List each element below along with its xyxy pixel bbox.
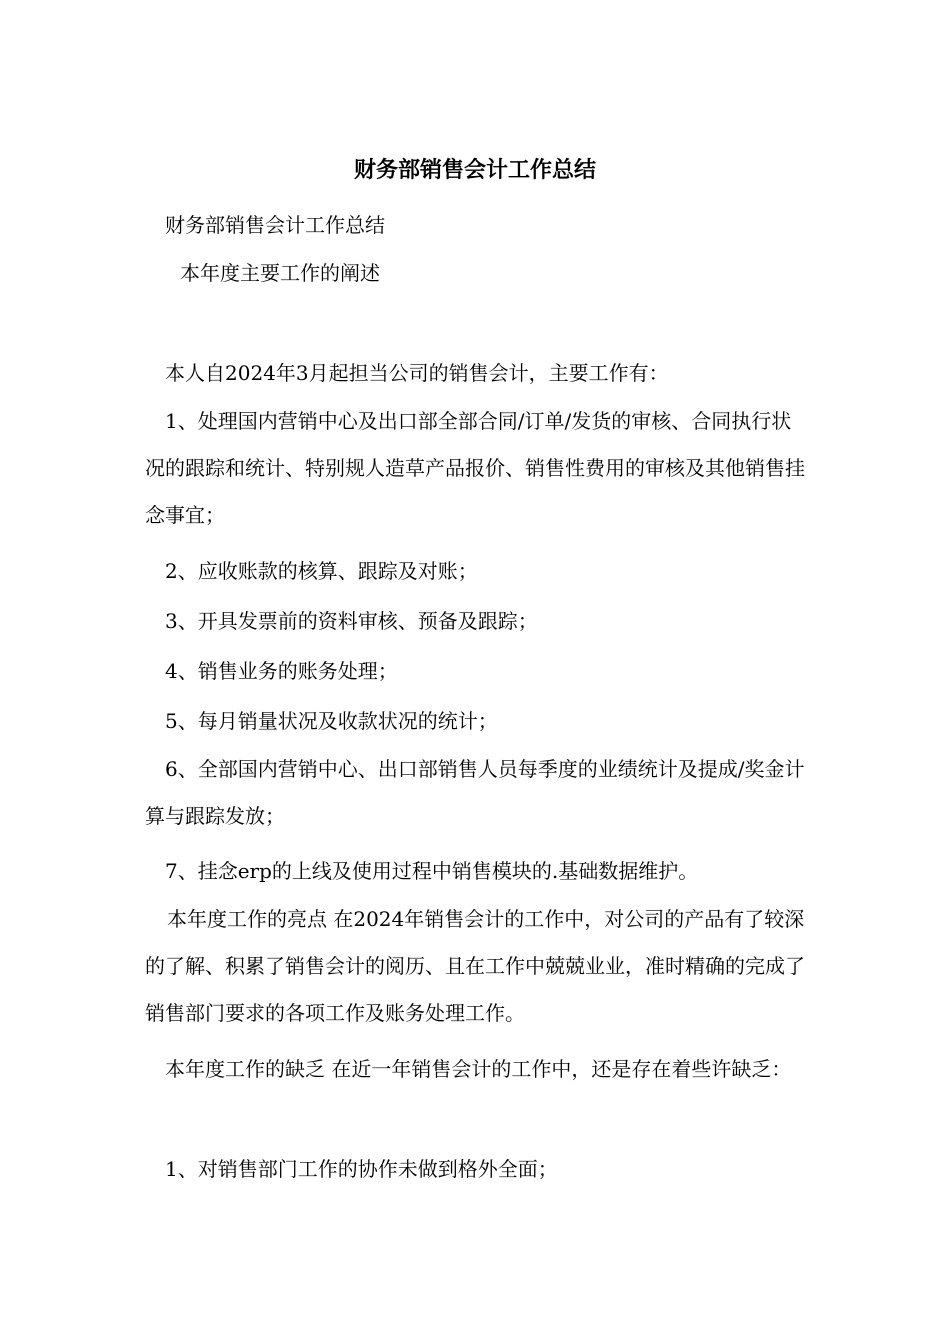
document-subtitle: 财务部销售会计工作总结 bbox=[165, 213, 385, 237]
shortcomings-paragraph: 本年度工作的缺乏 在近一年销售会计的工作中，还是存在着些许缺乏： bbox=[165, 1057, 792, 1081]
highlights-paragraph: 本年度工作的亮点 在2024年销售会计的工作中，对公司的产品有了较深的了解、积累了销售会计的阅历、且在工作中兢兢业业，准时精确的完成了销售部门要求的各项工作及账务处理工作。 bbox=[145, 907, 805, 1025]
document-title: 财务部销售会计工作总结 bbox=[353, 157, 596, 183]
list-item-2: 2、应收账款的核算、跟踪及对账； bbox=[165, 559, 478, 583]
list-item-3: 3、开具发票前的资料审核、预备及跟踪； bbox=[165, 609, 538, 633]
list-item-6: 6、全部国内营销中心、出口部销售人员每季度的业绩统计及提成/奖金计算与跟踪发放； bbox=[145, 757, 805, 828]
shortcoming-item-1: 1、对销售部门工作的协作未做到格外全面； bbox=[165, 1157, 558, 1181]
list-item-5: 5、每月销量状况及收款状况的统计； bbox=[165, 709, 498, 733]
section-heading: 本年度主要工作的阐述 bbox=[180, 261, 380, 285]
list-item-4: 4、销售业务的账务处理； bbox=[165, 659, 398, 683]
list-item-7: 7、挂念erp的上线及使用过程中销售模块的.基础数据维护。 bbox=[165, 859, 699, 883]
intro-paragraph: 本人自2024年3月起担当公司的销售会计，主要工作有： bbox=[165, 361, 669, 385]
list-item-1: 1、处理国内营销中心及出口部全部合同/订单/发货的审核、合同执行状况的跟踪和统计、特别规人造草产品报价、销售性费用的审核及其他销售挂念事宜； bbox=[145, 409, 805, 527]
